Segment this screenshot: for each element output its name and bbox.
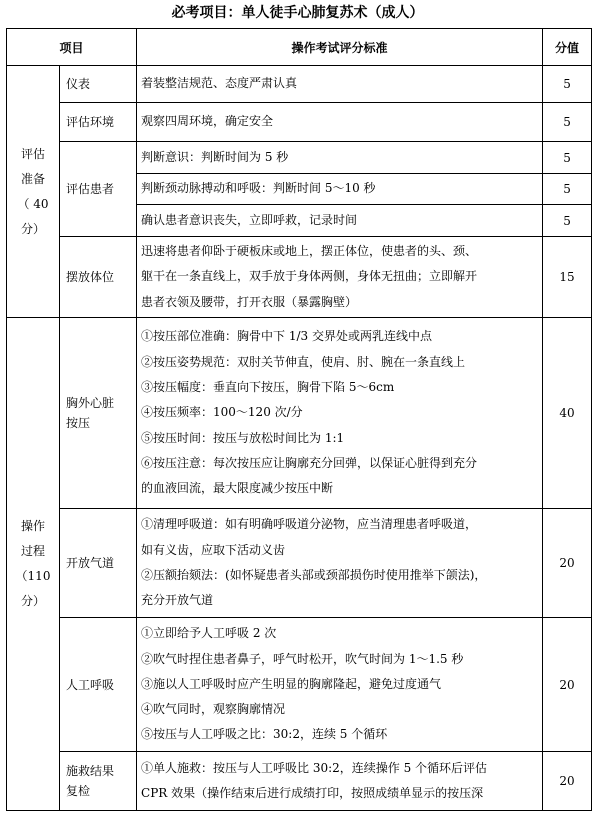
header-row xyxy=(7,29,592,66)
subitem-cell xyxy=(60,66,137,103)
criteria-text: ①立即给予人工呼吸 2 次 xyxy=(141,626,277,641)
criteria-cell xyxy=(137,66,543,103)
subitem-cell xyxy=(60,237,137,318)
table-row xyxy=(7,142,592,174)
score-cell: 20 xyxy=(543,618,592,752)
table-row xyxy=(7,66,592,103)
criteria-text: 充分开放气道 xyxy=(141,593,214,608)
criteria-cell xyxy=(137,237,543,318)
table-row xyxy=(7,752,592,811)
category-label: 分） xyxy=(20,594,45,608)
header-item: 项目 xyxy=(7,29,137,66)
subitem-label: 仪表 xyxy=(66,77,91,91)
criteria-text: ⑤按压与人工呼吸之比：30:2，连续 5 个循环 xyxy=(141,727,388,742)
criteria-cell xyxy=(137,318,543,509)
subitem-label: 胸外心脏 xyxy=(66,396,115,410)
score-cell: 5 xyxy=(543,205,592,237)
criteria-text: 确认患者意识丧失，立即呼救，记录时间 xyxy=(141,212,358,227)
criteria-text: 如有义齿，应取下活动义齿 xyxy=(141,542,286,557)
score-cell: 15 xyxy=(543,237,592,318)
criteria-text: 患者衣领及腰带，打开衣服（暴露胸壁） xyxy=(141,294,358,309)
subitem-cell xyxy=(60,618,137,752)
criteria-text: 判断意识：判断时间为 5 秒 xyxy=(141,149,289,164)
subitem-label: 按压 xyxy=(66,416,91,430)
category-label: 过程 xyxy=(20,544,45,558)
criteria-text: 判断颈动脉搏动和呼吸：判断时间 5～10 秒 xyxy=(141,181,376,196)
subitem-label: 人工呼吸 xyxy=(66,677,115,692)
category-cell xyxy=(7,318,60,811)
subitem-label: 复检 xyxy=(66,784,91,798)
scoring-table xyxy=(6,28,592,811)
subitem-label: 摆放体位 xyxy=(66,270,115,284)
criteria-text: 迅速将患者仰卧于硬板床或地上，摆正体位，使患者的头、颈、 xyxy=(141,244,478,259)
category-label: 评估 xyxy=(20,146,45,161)
criteria-text: 躯干在一条直线上，双手放于身体两侧，身体无扭曲；立即解开 xyxy=(141,269,478,284)
subitem-label: 施救结果 xyxy=(66,764,115,778)
criteria-cell xyxy=(137,142,543,174)
table-row xyxy=(7,618,592,752)
score-cell: 20 xyxy=(543,752,592,811)
score-cell: 20 xyxy=(543,509,592,618)
header-score: 分值 xyxy=(543,29,592,66)
subitem-cell xyxy=(60,509,137,618)
table-row xyxy=(7,318,592,509)
criteria-cell xyxy=(137,618,543,752)
criteria-text: ④按压频率：100～120 次/分 xyxy=(141,405,303,420)
score-cell: 5 xyxy=(543,66,592,103)
subitem-cell xyxy=(60,752,137,811)
criteria-cell xyxy=(137,752,543,811)
criteria-text: ③施以人工呼吸时应产生明显的胸廓隆起，避免过度通气 xyxy=(141,676,442,691)
criteria-cell xyxy=(137,103,543,142)
criteria-text: 观察四周环境，确定安全 xyxy=(141,114,274,129)
criteria-text: 的血液回流，最大限度减少按压中断 xyxy=(141,481,334,496)
criteria-text: ①单人施救：按压与人工呼吸比 30:2，连续操作 5 个循环后评估 xyxy=(141,760,488,775)
category-cell xyxy=(7,66,60,318)
subitem-label: 评估患者 xyxy=(66,182,115,196)
table-row xyxy=(7,509,592,618)
criteria-text: ④吹气同时，观察胸廓情况 xyxy=(141,702,286,717)
criteria-text: ③按压幅度：垂直向下按压，胸骨下陷 5～6cm xyxy=(141,380,395,395)
page-title: 必考项目：单人徒手心肺复苏术（成人） xyxy=(171,5,424,21)
table-row xyxy=(7,237,592,318)
criteria-text: ②压额抬颏法：(如怀疑患者头部或颈部损伤时使用推举下颌法)， xyxy=(141,568,487,582)
subitem-cell xyxy=(60,103,137,142)
subitem-label: 开放气道 xyxy=(66,556,115,570)
category-label: 准备 xyxy=(20,171,45,186)
category-label: （ 40 xyxy=(17,196,49,211)
score-cell: 5 xyxy=(543,103,592,142)
criteria-text: ⑥按压注意：每次按压应让胸廓充分回弹，以保证心脏得到充分 xyxy=(141,455,478,470)
criteria-text: ②吹气时捏住患者鼻子，呼气时松开，吹气时间为 1～1.5 秒 xyxy=(141,651,464,666)
subitem-cell xyxy=(60,142,137,237)
score-cell: 5 xyxy=(543,174,592,205)
criteria-cell xyxy=(137,509,543,618)
criteria-text: ①按压部位准确：胸骨中下 1/3 交界处或两乳连线中点 xyxy=(141,329,432,344)
header-criteria: 操作考试评分标准 xyxy=(137,29,543,66)
score-cell: 40 xyxy=(543,318,592,509)
subitem-label: 评估环境 xyxy=(66,115,115,129)
category-label: （110 xyxy=(15,569,51,583)
subitem-cell xyxy=(60,318,137,509)
criteria-text: 着装整洁规范、态度严肃认真 xyxy=(141,76,298,91)
criteria-text: ①清理呼吸道：如有明确呼吸道分泌物，应当清理患者呼吸道， xyxy=(141,517,478,532)
criteria-text: CPR 效果（操作结束后进行成绩打印，按照成绩单显示的按压深 xyxy=(141,786,484,800)
category-label: 分） xyxy=(20,221,45,236)
criteria-text: ⑤按压时间：按压与放松时间比为 1:1 xyxy=(141,430,345,445)
criteria-text: ②按压姿势规范：双肘关节伸直，使肩、肘、腕在一条直线上 xyxy=(141,354,466,369)
criteria-cell xyxy=(137,174,543,205)
score-cell: 5 xyxy=(543,142,592,174)
category-label: 操作 xyxy=(20,519,45,533)
criteria-cell xyxy=(137,205,543,237)
table-row xyxy=(7,103,592,142)
